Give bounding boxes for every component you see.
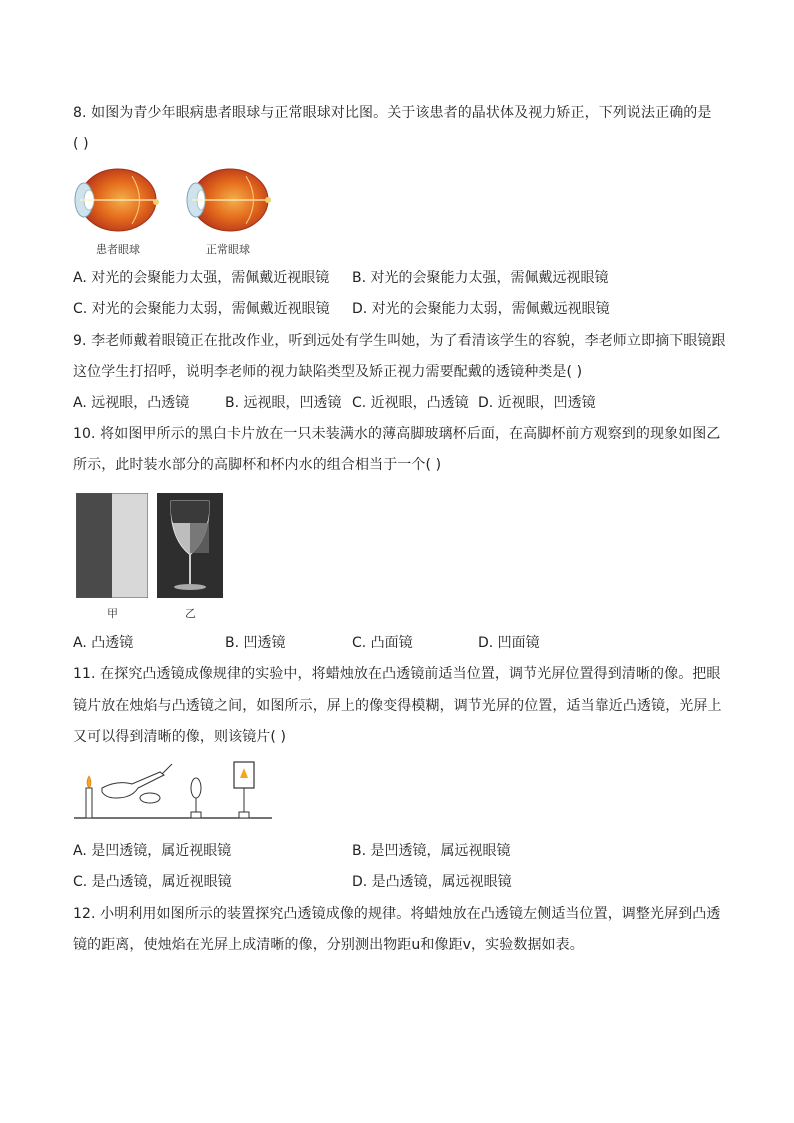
normal-eye-label: 正常眼球 [206, 243, 250, 256]
patient-eye-label: 患者眼球 [96, 243, 140, 256]
q8-option-d[interactable]: D. 对光的会聚能力太弱，需佩戴远视眼镜 [352, 301, 610, 317]
q11-stem-line3: 又可以得到清晰的像，则该镜片( ) [73, 729, 287, 745]
image-label-jia: 甲 [107, 607, 118, 620]
q11-option-c[interactable]: C. 是凸透镜，属近视眼镜 [73, 874, 232, 890]
q8-stem-line2: ( ) [73, 136, 89, 152]
normal-eye-image [184, 166, 272, 234]
q11-option-d[interactable]: D. 是凸透镜，属远视眼镜 [352, 874, 512, 890]
q9-option-d[interactable]: D. 近视眼，凹透镜 [478, 395, 596, 411]
q9-stem-line1: 9. 李老师戴着眼镜正在批改作业，听到远处有学生叫她，为了看清该学生的容貌，李老师立即摘下眼镜跟 [73, 333, 726, 349]
q8-stem-line1: 8. 如图为青少年眼病患者眼球与正常眼球对比图。关于该患者的晶状体及视力矫正，下列说法正确的是 [73, 105, 712, 121]
q12-stem-line1: 12. 小明利用如图所示的装置探究凸透镜成像的规律。将蜡烛放在凸透镜左侧适当位置，调整光屏到凸透 [73, 906, 721, 922]
q9-option-c[interactable]: C. 近视眼，凸透镜 [352, 395, 469, 411]
q8-option-b[interactable]: B. 对光的会聚能力太强，需佩戴远视眼镜 [352, 270, 609, 286]
q10-stem-line1: 10. 将如图甲所示的黑白卡片放在一只未装满水的薄高脚玻璃杯后面，在高脚杯前方观察到的现象如图乙 [73, 426, 721, 442]
q9-option-b[interactable]: B. 远视眼，凹透镜 [225, 395, 342, 411]
q9-option-a[interactable]: A. 远视眼，凸透镜 [73, 395, 190, 411]
q10-option-a[interactable]: A. 凸透镜 [73, 635, 134, 651]
card-image-jia [76, 493, 148, 598]
q10-stem-line2: 所示，此时装水部分的高脚杯和杯内水的组合相当于一个( ) [73, 457, 442, 473]
q10-option-c[interactable]: C. 凸面镜 [352, 635, 413, 651]
image-label-yi: 乙 [185, 607, 196, 620]
q8-option-a[interactable]: A. 对光的会聚能力太强，需佩戴近视眼镜 [73, 270, 330, 286]
q11-stem-line1: 11. 在探究凸透镜成像规律的实验中，将蜡烛放在凸透镜前适当位置，调节光屏位置得到清晰的像。把眼 [73, 666, 721, 682]
q10-option-d[interactable]: D. 凹面镜 [478, 635, 540, 651]
patient-eye-image [72, 166, 160, 234]
q8-option-c[interactable]: C. 对光的会聚能力太弱，需佩戴近视眼镜 [73, 301, 330, 317]
q9-stem-line2: 这位学生打招呼，说明李老师的视力缺陷类型及矫正视力需要配戴的透镜种类是( ) [73, 364, 583, 380]
q12-stem-line2: 镜的距离，使烛焰在光屏上成清晰的像，分别测出物距u和像距v，实验数据如表。 [73, 937, 584, 953]
goblet-image-yi [157, 493, 223, 598]
q11-stem-line2: 镜片放在烛焰与凸透镜之间，如图所示，屏上的像变得模糊，调节光屏的位置，适当靠近凸透镜，光屏上 [73, 698, 722, 714]
q11-option-a[interactable]: A. 是凹透镜，属近视眼镜 [73, 843, 232, 859]
lens-experiment-diagram [72, 758, 276, 822]
q10-option-b[interactable]: B. 凹透镜 [225, 635, 286, 651]
q11-option-b[interactable]: B. 是凹透镜，属远视眼镜 [352, 843, 511, 859]
